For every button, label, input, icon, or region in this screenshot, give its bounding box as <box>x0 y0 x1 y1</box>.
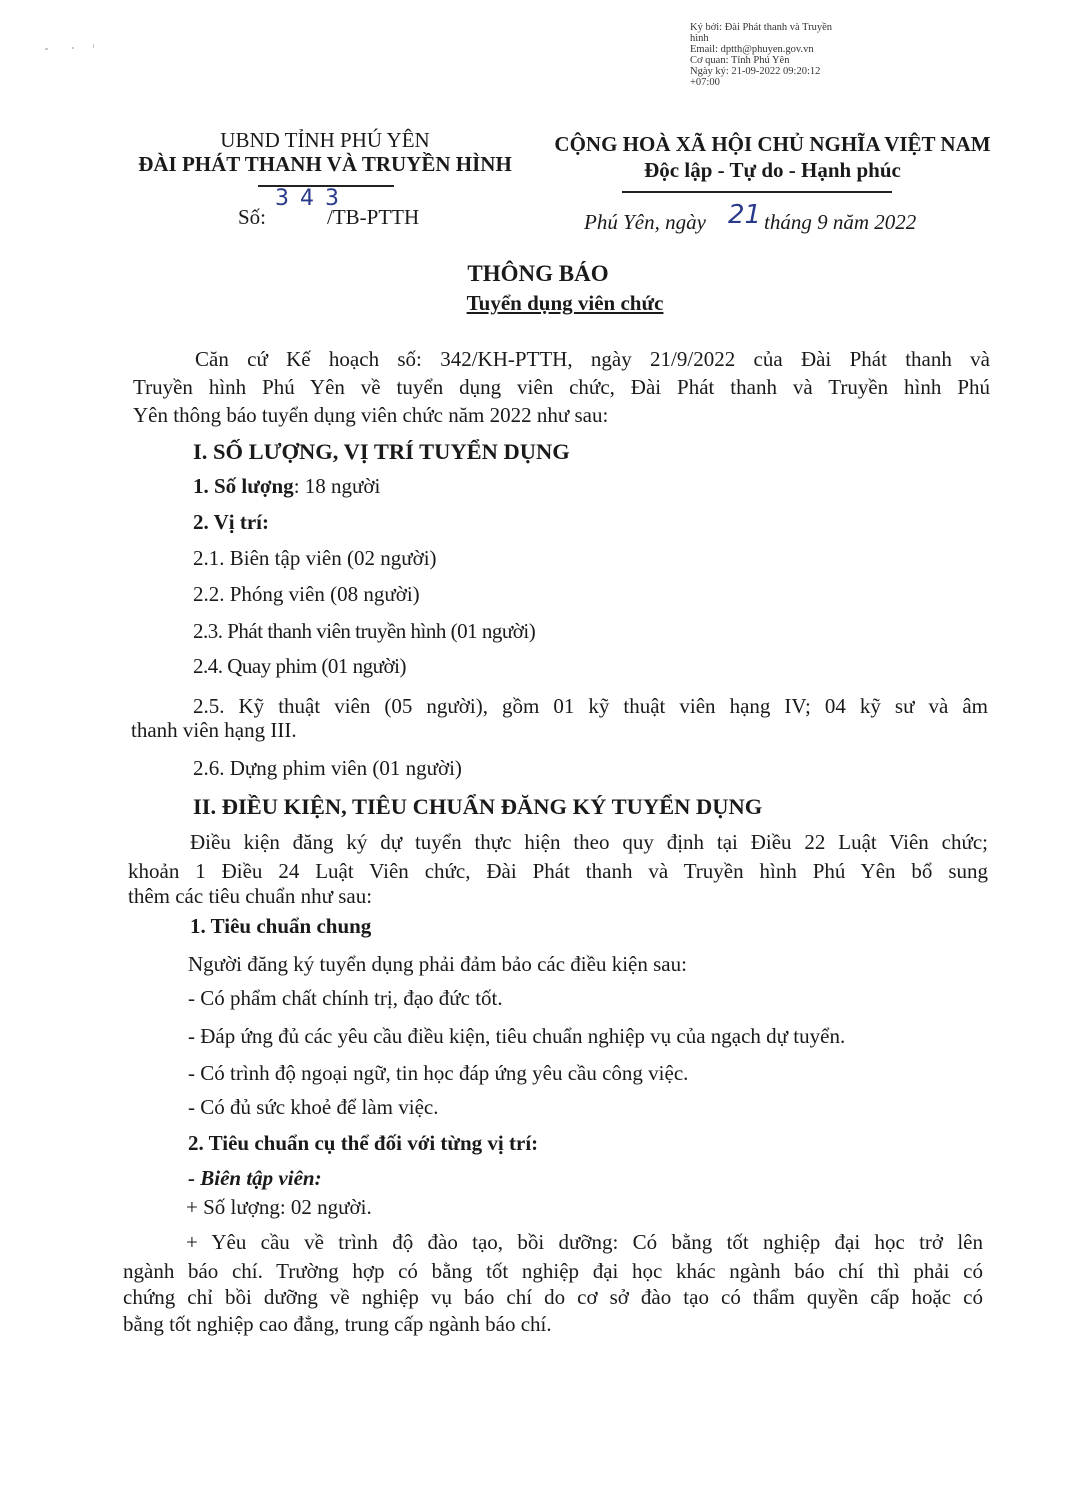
signature-line: hình <box>690 33 709 44</box>
org-name: ĐÀI PHÁT THANH VÀ TRUYỀN HÌNH <box>138 152 512 176</box>
scan-speck <box>93 44 94 48</box>
general-criterion: - Có trình độ ngoại ngữ, tin học đáp ứng yêu cầu công việc. <box>188 1061 689 1085</box>
conditions-line: thêm các tiêu chuẩn như sau: <box>128 884 373 908</box>
editor-requirement-line: bằng tốt nghiệp cao đẳng, trung cấp ngành báo chí. <box>123 1312 552 1336</box>
position-item: 2.2. Phóng viên (08 người) <box>193 582 420 606</box>
national-motto: Độc lập - Tự do - Hạnh phúc <box>644 158 901 182</box>
scan-speck <box>72 47 74 49</box>
scan-speck <box>45 48 48 50</box>
general-criterion: - Đáp ứng đủ các yêu cầu điều kiện, tiêu chuẩn nghiệp vụ của ngạch dự tuyển. <box>188 1024 846 1048</box>
page-title: THÔNG BÁO <box>467 261 609 286</box>
conditions-line: khoản 1 Điều 24 Luật Viên chức, Đài Phát thanh và Truyền hình Phú Yên bổ sung <box>128 859 988 883</box>
editor-requirement-line: + Yêu cầu về trình độ đào tạo, bồi dưỡng: Có bằng tốt nghiệp đại học trở lên <box>186 1230 983 1254</box>
general-intro: Người đăng ký tuyển dụng phải đảm bảo các điều kiện sau: <box>188 952 687 976</box>
editor-requirement-line: chứng chỉ bồi dưỡng về nghiệp vụ báo chí do cơ sở đào tạo có thẩm quyền cấp hoặc có <box>123 1285 983 1309</box>
subsection-heading: 2. Tiêu chuẩn cụ thể đối với từng vị trí: <box>188 1131 539 1155</box>
section-heading: I. SỐ LƯỢNG, VỊ TRÍ TUYỂN DỤNG <box>193 439 570 464</box>
intro-line: Truyền hình Phú Yên về tuyển dụng viên chức, Đài Phát thanh và Truyền hình Phú <box>133 375 990 399</box>
positions-label: 2. Vị trí: <box>193 510 270 534</box>
org-parent: UBND TỈNH PHÚ YÊN <box>220 128 430 152</box>
quantity-value: : 18 người <box>293 474 381 498</box>
date-prefix: Phú Yên, ngày <box>584 210 706 234</box>
signature-line: Ngày ký: 21-09-2022 09:20:12 <box>690 66 821 77</box>
quantity-label: 1. Số lượng <box>193 474 294 498</box>
conditions-line: Điều kiện đăng ký dự tuyển thực hiện theo quy định tại Điều 22 Luật Viên chức; <box>190 830 988 854</box>
position-item: 2.3. Phát thanh viên truyền hình (01 người) <box>193 619 536 643</box>
subsection-heading: 1. Tiêu chuẩn chung <box>190 914 372 938</box>
intro-line: Căn cứ Kế hoạch số: 342/KH-PTTH, ngày 21/9/2022 của Đài Phát thanh và <box>195 347 990 371</box>
position-heading: - Biên tập viên: <box>188 1166 322 1190</box>
signature-line: Ký bởi: Đài Phát thanh và Truyền <box>690 22 833 33</box>
position-item-cont: thanh viên hạng III. <box>131 718 297 742</box>
signature-line: Cơ quan: Tỉnh Phú Yên <box>690 55 790 66</box>
doc-number-label: Số: <box>238 205 267 229</box>
general-criterion: - Có phẩm chất chính trị, đạo đức tốt. <box>188 986 503 1010</box>
signature-line: Email: dptth@phuyen.gov.vn <box>690 44 814 55</box>
header-right-rule <box>622 191 892 193</box>
signature-line: +07:00 <box>690 77 720 88</box>
country-name: CỘNG HOÀ XÃ HỘI CHỦ NGHĨA VIỆT NAM <box>554 132 991 156</box>
position-item: 2.4. Quay phim (01 người) <box>193 654 406 678</box>
doc-number-suffix: /TB-PTTH <box>327 205 420 229</box>
date-day-handwritten: 21 <box>728 200 762 230</box>
section-heading: II. ĐIỀU KIỆN, TIÊU CHUẨN ĐĂNG KÝ TUYỂN DỤNG <box>193 794 763 819</box>
position-item: 2.5. Kỹ thuật viên (05 người), gồm 01 kỹ thuật viên hạng IV; 04 kỹ sư và âm <box>193 694 988 718</box>
doc-number-handwritten: 3 4 3 <box>275 186 341 211</box>
editor-quantity: + Số lượng: 02 người. <box>186 1195 372 1219</box>
editor-requirement-line: ngành báo chí. Trường hợp có bằng tốt nghiệp đại học khác ngành báo chí thì phải có <box>123 1259 983 1283</box>
page-subtitle: Tuyển dụng viên chức <box>466 291 664 315</box>
general-criterion: - Có đủ sức khoẻ để làm việc. <box>188 1095 439 1119</box>
position-item: 2.6. Dựng phim viên (01 người) <box>193 756 462 780</box>
date-suffix: tháng 9 năm 2022 <box>764 210 917 234</box>
intro-line: Yên thông báo tuyển dụng viên chức năm 2022 như sau: <box>133 403 609 427</box>
digital-signature-block <box>690 22 832 88</box>
position-item: 2.1. Biên tập viên (02 người) <box>193 546 437 570</box>
